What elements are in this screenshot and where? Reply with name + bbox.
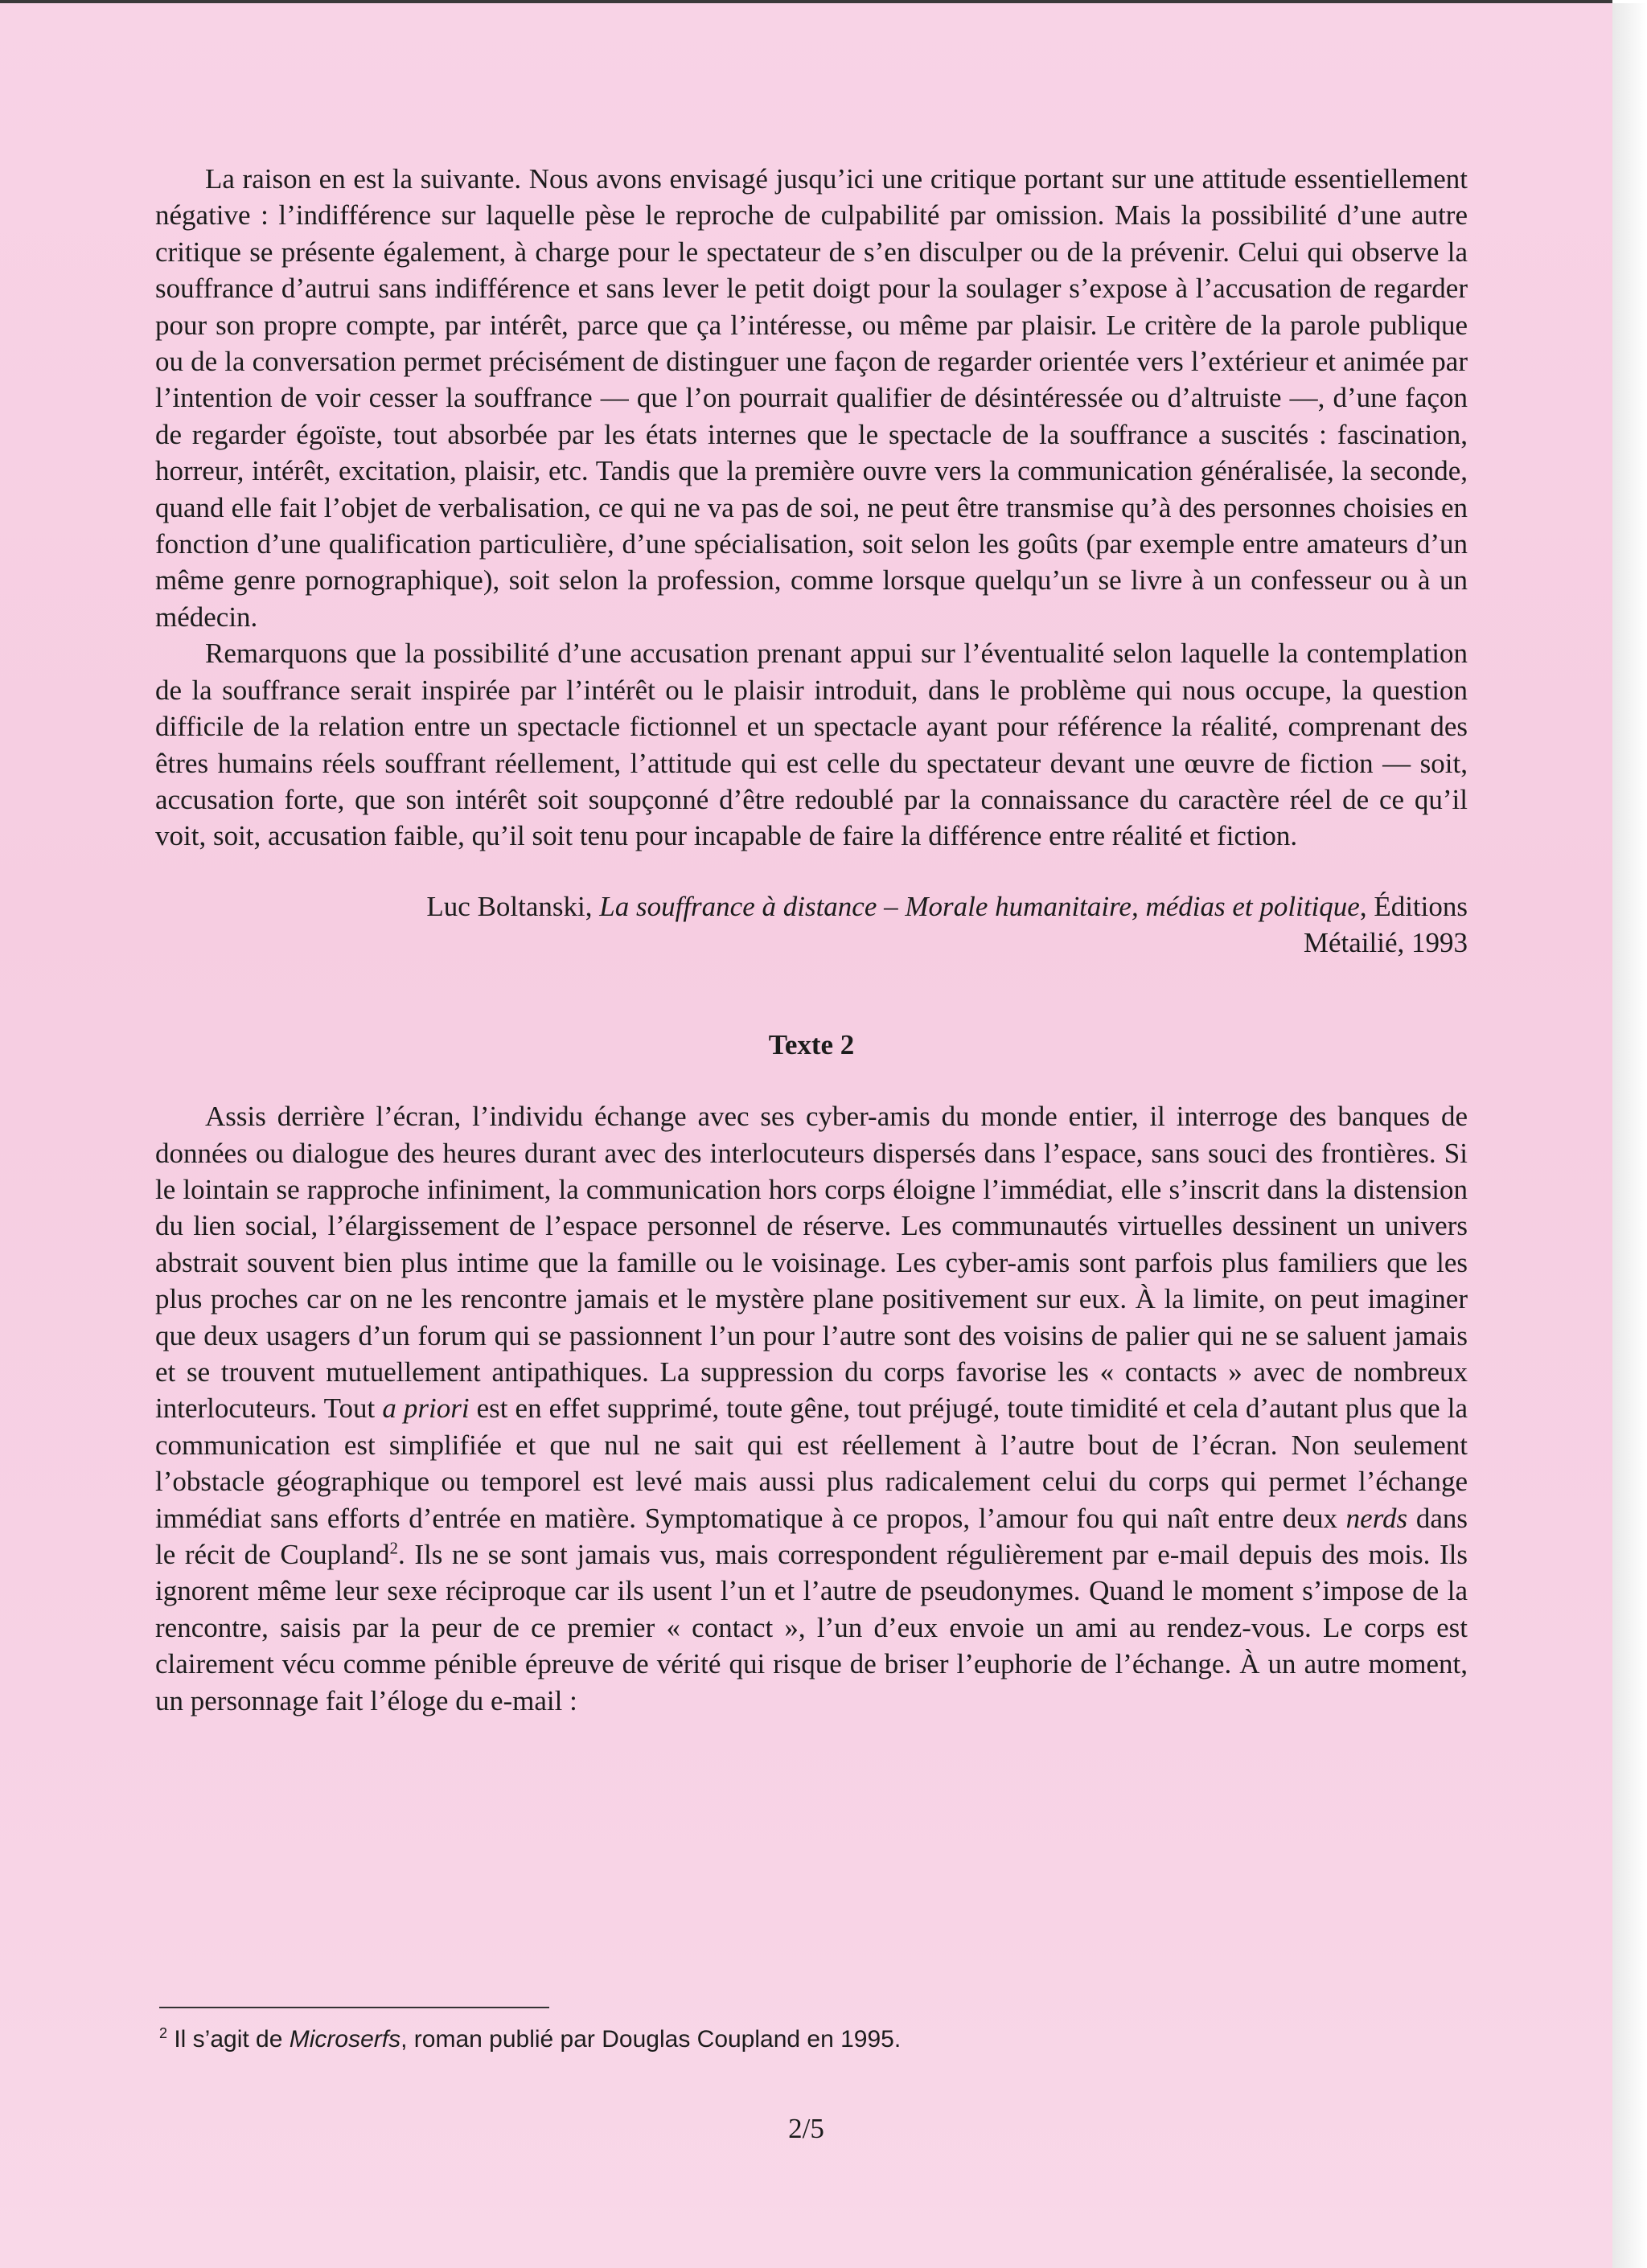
- page-number: 2/5: [788, 2113, 824, 2144]
- citation-author: Luc Boltanski,: [426, 890, 600, 922]
- footnote: [159, 2026, 901, 2053]
- text2-italic-a-priori: a priori: [382, 1392, 470, 1425]
- citation: [155, 888, 1468, 961]
- footnote-number: 2: [159, 2025, 168, 2041]
- citation-publisher-line2: Métailié, 1993: [1303, 926, 1468, 958]
- footnote-divider: [159, 2007, 549, 2008]
- text1-paragraph-2: Remarquons que la possibilité d’une accusation prenant appui sur l’éventualité selon laquelle la contemplation de la souffrance serait inspirée par l’intérêt ou le plaisir introduit, dans le problème qui nous occupe, la question difficile de la relation entre un spectacle fictionnel et un spectacle ayant pour référence la réalité, comprenant des êtres humains réels souffrant réellement, l’attitude qui est celle du spectateur devant une œuvre de fiction — soit, accusation forte, que son intérêt soit soupçonné d’être redoublé par la connaissance du caractère réel de ce qu’il voit, soit, accusation faible, qu’il soit tenu pour incapable de faire la différence entre réalité et fiction.: [155, 638, 1468, 852]
- citation-title: La souffrance à distance – Morale humanitaire, médias et politique: [599, 890, 1360, 922]
- text2-part-3: dans le récit de Coupland: [155, 1502, 1468, 1570]
- text2-part-4: . Ils ne se sont jamais vus, mais correspondent régulièrement par e-mail depuis des mois. Ils ignorent même leur sexe réciproque car ils usent l’un et l’autre de pseudonymes. Quand le moment s’impose de la rencontre, saisis par la peur de ce premier « contact », l’un d’eux envoie un ami au rendez-vous. Le corps est clairement vécu comme pénible épreuve de vérité qui risque de briser l’euphorie de l’échange. À un autre moment, un personnage fait l’éloge du e-mail :: [155, 1539, 1468, 1716]
- footnote-reference[interactable]: 2: [389, 1538, 398, 1558]
- text2-italic-nerds: nerds: [1345, 1502, 1408, 1534]
- footnote-text-before: Il s’agit de: [167, 2026, 290, 2053]
- text1-paragraph-1: La raison en est la suivante. Nous avons envisagé jusqu’ici une critique portant sur une attitude essentiellement négative : l’indifférence sur laquelle pèse le reproche de culpabilité par omission. Mais la possibilité d’une autre critique se présente également, à charge pour le spectateur de s’en disculper ou de la prévenir. Celui qui observe la souffrance d’autrui sans indifférence et sans lever le petit doigt pour la soulager s’expose à l’accusation de regarder pour son propre compte, par intérêt, parce que ça l’intéresse, ou même par plaisir. Le critère de la parole publique ou de la conversation permet précisément de distinguer une façon de regarder orientée vers l’extérieur et animée par l’intention de voir cesser la souffrance — que l’on pourrait qualifier de désintéressée ou d’altruiste —, d’une façon de regarder égoïste, tout absorbée par les états internes que le spectacle de la souffrance a suscités : fascination, horreur, intérêt, excitation, plaisir, etc. Tandis que la première ouvre vers la communication généralisée, la seconde, quand elle fait l’objet de verbalisation, ce qui ne va pas de soi, ne peut être transmise qu’à des personnes choisies en fonction d’une qualification particulière, d’une spécialisation, soit selon les goûts (par exemple entre amateurs d’un même genre pornographique), soit selon la profession, comme lorsque quelqu’un se livre à un confesseur ou à un médecin.: [155, 163, 1468, 633]
- section-heading: Texte 2: [768, 1028, 855, 1060]
- text2-paragraph: [155, 1098, 1468, 1719]
- footnote-text-after: , roman publié par Douglas Coupland en 1995.: [400, 2026, 902, 2053]
- text2-part-2: est en effet supprimé, toute gêne, tout préjugé, toute timidité et cela d’autant plus que la communication est simplifiée et que nul ne sait qui est réellement à l’autre bout de l’écran. Non seulement l’obstacle géographique ou temporel est levé mais aussi plus radicalement celui du corps qui permet l’échange immédiat sans efforts d’entrée en matière. Symptomatique à ce propos, l’amour fou qui naît entre deux: [155, 1392, 1468, 1534]
- text2-part-1: Assis derrière l’écran, l’individu échange avec ses cyber-amis du monde entier, il interroge des banques de données ou dialogue des heures durant avec des interlocuteurs dispersés dans l’espace, sans souci des frontières. Si le lointain se rapproche infiniment, la communication hors corps éloigne l’immédiat, elle s’inscrit dans la distension du lien social, l’élargissement de l’espace personnel de réserve. Les communautés virtuelles dessinent un univers abstrait souvent bien plus intime que la famille ou le voisinage. Les cyber-amis sont parfois plus familiers que les plus proches car on ne les rencontre jamais et le mystère plane positivement sur eux. À la limite, on peut imaginer que deux usagers d’un forum qui se passionnent l’un pour l’autre sont des voisins de palier qui ne se saluent jamais et se trouvent mutuellement antipathiques. La suppression du corps favorise les « contacts » avec de nombreux interlocuteurs. Tout: [155, 1101, 1468, 1425]
- footnote-title: Microserfs: [289, 2026, 401, 2053]
- document-body: [155, 161, 1468, 1719]
- citation-publisher: , Éditions: [1359, 890, 1468, 922]
